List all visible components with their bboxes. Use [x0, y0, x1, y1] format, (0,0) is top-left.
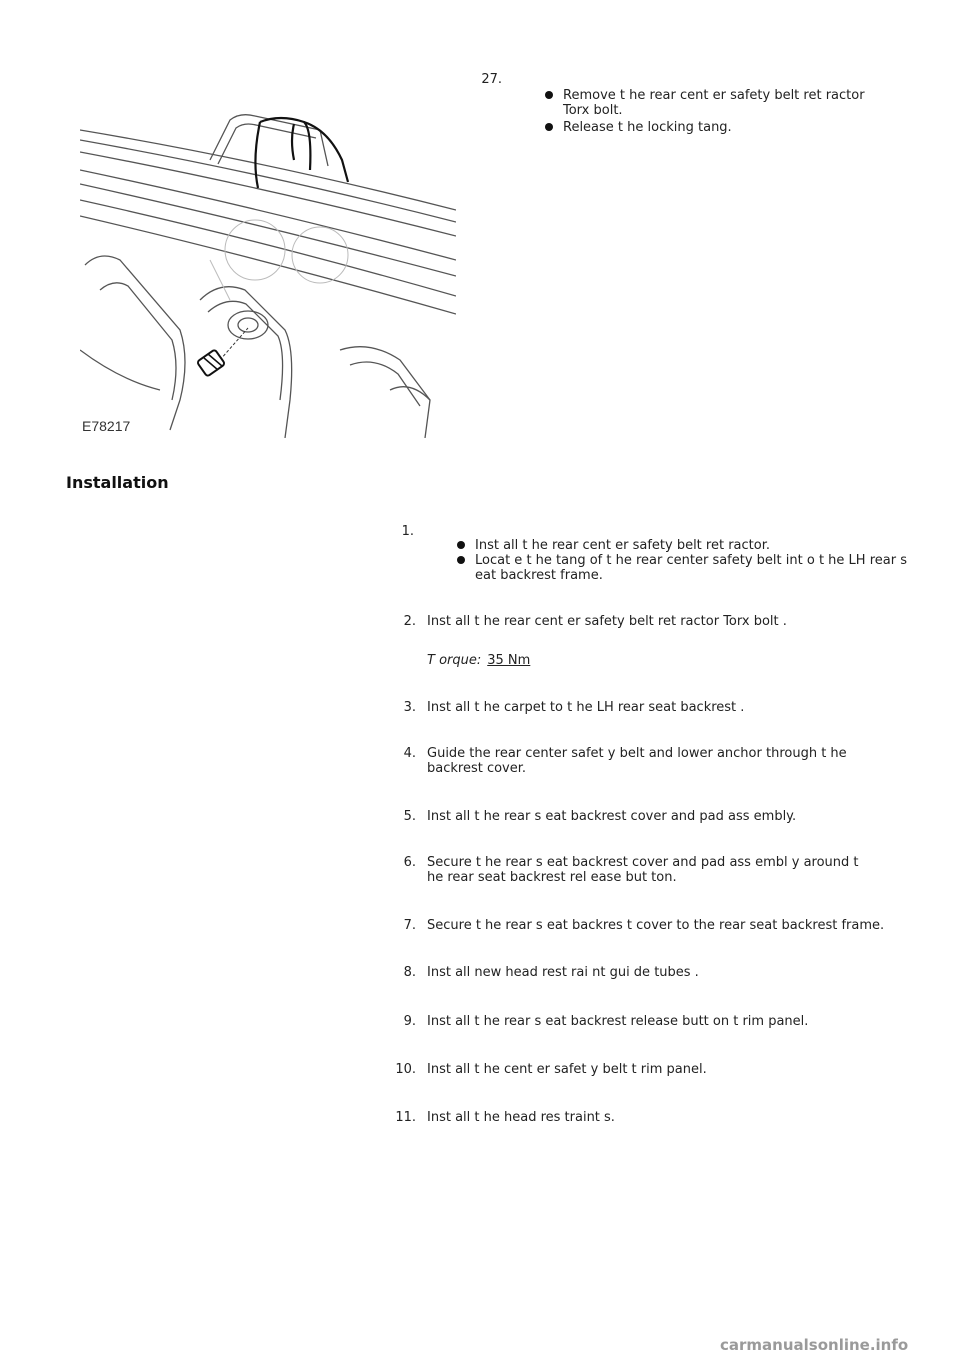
step-27-bullet-2: Release t he locking tang.	[545, 120, 893, 135]
step-9-number: 9.	[403, 1014, 416, 1029]
step-4-number: 4.	[403, 746, 416, 761]
step-11-number: 11.	[395, 1110, 416, 1125]
step-3-text: Inst all t he carpet to t he LH rear seat backrest .	[427, 700, 745, 715]
step-7-text: Secure t he rear s eat backres t cover to the rear seat backrest frame.	[427, 918, 885, 933]
torque-value[interactable]: 35 Nm	[487, 653, 531, 668]
step-1-number: 1.	[401, 524, 414, 539]
step-7-number: 7.	[403, 918, 416, 933]
step-1-bullet-1: Inst all t he rear cent er safety belt ret ractor.	[457, 538, 915, 553]
step-1-bullet-2: Locat e t he tang of t he rear center safety belt int o t he LH rear s eat backrest frame.	[457, 553, 915, 583]
step-5-text: Inst all t he rear s eat backrest cover and pad ass embly.	[427, 809, 797, 824]
step-9-text: Inst all t he rear s eat backrest release butt on t rim panel.	[427, 1014, 809, 1029]
step-6-text: Secure t he rear s eat backrest cover and pad ass embl y around t he rear seat backrest rel ease but ton.	[427, 855, 859, 885]
figure-label: E78217	[82, 418, 131, 434]
technical-illustration	[80, 100, 456, 438]
step-8-text: Inst all new head rest rai nt gui de tubes .	[427, 965, 699, 980]
step-4-text: Guide the rear center safet y belt and lower anchor through t he backrest cover.	[427, 746, 847, 776]
step-27-bullet-1: Remove t he rear cent er safety belt ret ractor Torx bolt.	[545, 88, 893, 118]
step-2-torque	[427, 653, 530, 668]
step-6-number: 6.	[403, 855, 416, 870]
step-2-text: Inst all t he rear cent er safety belt ret ractor Torx bolt .	[427, 614, 787, 629]
step-11-text: Inst all t he head res traint s.	[427, 1110, 615, 1125]
step-3-number: 3.	[403, 700, 416, 715]
step-27-number: 27.	[481, 72, 502, 87]
step-5-number: 5.	[403, 809, 416, 824]
installation-heading: Installation	[66, 473, 169, 492]
torque-label: T orque:	[427, 653, 482, 668]
step-10-number: 10.	[395, 1062, 416, 1077]
illustration-drawing	[80, 100, 456, 438]
step-10-text: Inst all t he cent er safet y belt t rim panel.	[427, 1062, 707, 1077]
watermark: carmanualsonline.info	[720, 1336, 909, 1354]
step-2-number: 2.	[403, 614, 416, 629]
step-8-number: 8.	[403, 965, 416, 980]
